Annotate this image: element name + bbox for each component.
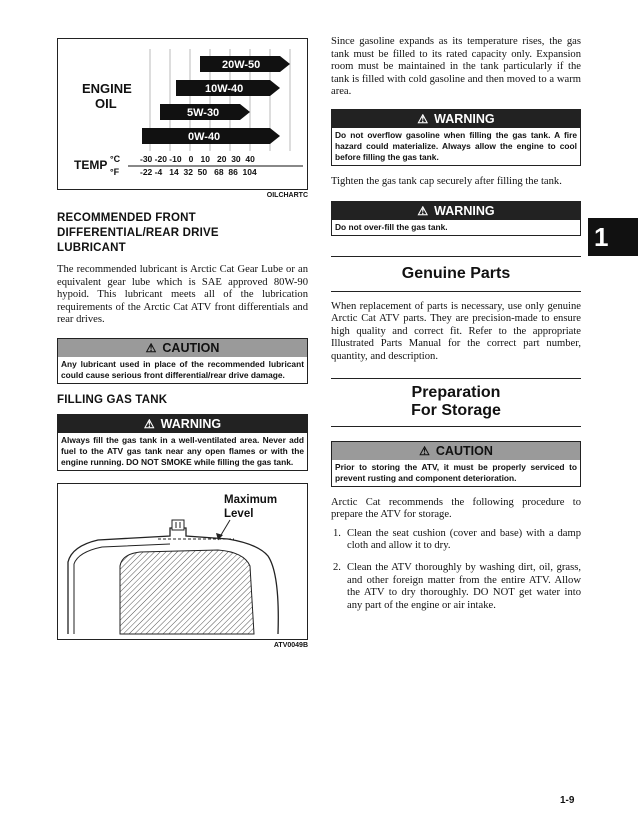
grade-label-0w40: 0W-40 — [188, 131, 221, 143]
warning-header — [332, 110, 580, 128]
warning-title: WARNING — [160, 416, 222, 431]
warning-triangle-icon: ⚠ — [417, 111, 429, 126]
oil-chart-caption: OILCHARTC — [266, 192, 308, 199]
list-item — [331, 562, 581, 612]
warning-header — [58, 415, 307, 433]
page-number: 1-9 — [560, 795, 575, 806]
step-number: 1. — [333, 527, 341, 539]
oil-chart-graphic — [58, 39, 309, 189]
genuine-parts-text: When replacement of parts is necessary, use only genuine Arctic Cat ATV parts. They are precision-made to ensure high quality and correct fit. Refer to the appropriate Illustrated Parts Manual for the correct part number, quantity, and description. — [331, 300, 581, 362]
warning-text: Do not overflow gasoline when filling the gas tank. A fire hazard could materialize. Always allow the engine to cool before filling the gas tank. — [335, 129, 577, 162]
prep-storage-heading-line2: For Storage — [411, 401, 501, 419]
gas-tank-caption: ATV0049B — [273, 641, 308, 649]
step-text: Clean the seat cushion (cover and base) with a damp cloth and allow it to dry. — [347, 527, 581, 552]
oil-chart-figure — [57, 38, 308, 190]
left-column — [57, 38, 308, 649]
gas-tank-graphic — [58, 484, 309, 639]
fahrenheit-label: °F — [110, 167, 120, 177]
caution-box-lubricant — [57, 338, 308, 384]
front-diff-lubricant-text: The recommended lubricant is Arctic Cat Gear Lube or an equivalent gear lube which is SAE approved 80W-90 hypoid. This lubricant meets all of the lubrication requirements of the Arctic Cat ATV front differentials and rear drives. — [57, 264, 308, 326]
warning-header — [332, 202, 580, 220]
warning-title: WARNING — [434, 111, 495, 126]
warning-triangle-icon: ⚠ — [419, 443, 430, 458]
warning-box-fill-tank — [57, 414, 308, 471]
storage-steps-list — [331, 528, 581, 613]
fahrenheit-values: -22 -4 14 32 50 68 86 104 — [140, 167, 257, 177]
storage-intro-text: Arctic Cat recommends the following procedure to prepare the ATV for storage. — [331, 496, 581, 521]
step-number: 2. — [333, 561, 341, 573]
prep-storage-heading-box — [331, 378, 581, 427]
tighten-cap-text: Tighten the gas tank cap securely after filling the tank. — [331, 175, 562, 187]
temp-label: TEMP — [74, 158, 108, 172]
warning-title: WARNING — [434, 203, 495, 218]
right-column — [331, 36, 581, 621]
grade-label-5w30: 5W-30 — [187, 107, 220, 119]
caution-title: CAUTION — [435, 443, 493, 458]
prep-storage-heading-line1: Preparation — [411, 383, 501, 401]
max-level-label-line1: Maximum — [224, 493, 278, 506]
caution-header — [58, 339, 307, 357]
warning-box-overfill — [331, 201, 581, 236]
section-heading-front-diff-lubricant: RECOMMENDED FRONT DIFFERENTIAL/REAR DRIVE LUBRICANT — [57, 212, 219, 254]
warning-triangle-icon: ⚠ — [143, 416, 155, 431]
caution-title: CAUTION — [162, 340, 220, 355]
grade-label-10w40: 10W-40 — [205, 83, 244, 95]
caution-header — [332, 442, 580, 460]
genuine-parts-heading-box — [331, 256, 581, 292]
warning-text: Always fill the gas tank in a well-ventilated area. Never add fuel to the ATV gas tank near any open flames or with the engine running. DO NOT SMOKE while filling the gas tank. — [61, 434, 304, 467]
warning-box-overflow — [331, 109, 581, 166]
gas-tank-figure — [57, 483, 308, 640]
warning-triangle-icon: ⚠ — [145, 340, 157, 355]
grade-label-20w50: 20W-50 — [222, 59, 261, 71]
list-item — [331, 528, 581, 553]
section-heading-filling-gas-tank: FILLING GAS TANK — [57, 393, 168, 406]
step-text: Clean the ATV thoroughly by washing dirt, oil, grass, and other foreign matter from the entire ATV. Allow the ATV to dry thoroughly. DO NOT get water into any part of the engine or air intake. — [347, 561, 581, 611]
caution-text: Prior to storing the ATV, it must be properly serviced to prevent rusting and component deterioration. — [335, 461, 577, 483]
oil-label: OIL — [95, 96, 117, 111]
celsius-label: °C — [110, 154, 121, 164]
celsius-values: -30 -20 -10 0 10 20 30 40 — [140, 154, 255, 164]
max-level-label-line2: Level — [224, 507, 254, 520]
caution-box-storage — [331, 441, 581, 487]
engine-label: ENGINE — [82, 81, 132, 96]
caution-text: Any lubricant used in place of the recommended lubricant could cause serious front differential/rear drive damage. — [61, 358, 304, 380]
warning-triangle-icon: ⚠ — [417, 203, 429, 218]
gasoline-expansion-text: Since gasoline expands as its temperature rises, the gas tank must be filled to its rated capacity only. Expansion room must be maintained in the tank particularly if the tank is filled with cold gasoline and then moved to a warm area. — [331, 36, 581, 98]
chapter-tab: 1 — [588, 218, 638, 256]
genuine-parts-heading: Genuine Parts — [401, 264, 511, 282]
warning-text: Do not over-fill the gas tank. — [335, 221, 448, 232]
